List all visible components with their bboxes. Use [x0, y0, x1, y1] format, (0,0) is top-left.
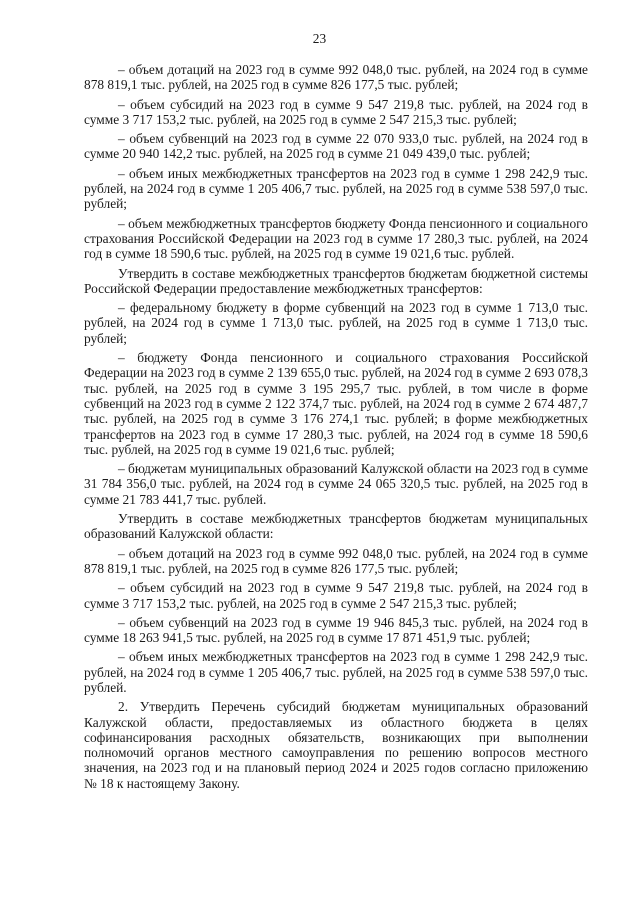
paragraph-subventions-kaluga: – объем субвенций на 2023 год в сумме 19 946 845,3 тыс. рублей, на 2024 год в сумме 18 263 941,5 тыс. рублей, на 2025 год в сумме 17 871 451,9 тыс. рублей;	[84, 614, 588, 646]
paragraph-other-transfers: – объем иных межбюджетных трансфертов на 2023 год в сумме 1 298 242,9 тыс. рублей, на 2024 год в сумме 1 205 406,7 тыс. рублей, на 2025 год в сумме 538 597,0 тыс. рублей;	[84, 165, 588, 212]
paragraph-subsidies-municipal: – объем субсидий на 2023 год в сумме 9 547 219,8 тыс. рублей, на 2024 год в сумме 3 717 153,2 тыс. рублей, на 2025 год в сумме 2 547 215,3 тыс. рублей;	[84, 96, 588, 127]
paragraph-pension-fund-transfers: – объем межбюджетных трансфертов бюджету Фонда пенсионного и социального страхования Российской Федерации на 2023 год в сумме 17 280,3 тыс. рублей, на 2024 год в сумме 18 590,6 тыс. рублей, на 2025 год в сумме 19 021,6 тыс. рублей.	[84, 215, 588, 262]
paragraph-approve-municipal: Утвердить в составе межбюджетных трансфертов бюджетам муниципальных образований Калужской области:	[84, 511, 588, 542]
paragraph-other-transfers-kaluga: – объем иных межбюджетных трансфертов на 2023 год в сумме 1 298 242,9 тыс. рублей, на 2024 год в сумме 1 205 406,7 тыс. рублей, на 2025 год в сумме 538 597,0 тыс. рублей.	[84, 649, 588, 695]
paragraph-section-2: 2. Утвердить Перечень субсидий бюджетам муниципальных образований Калужской области, предоставляемых из областного бюджета в целях софинансирования расходных обязательств, возникающих при выполнении полномочий органов местного самоуправления по решению вопросов местного значения, на 2023 год и на плановый период 2024 и 2025 годов согласно приложению № 18 к настоящему Закону.	[84, 699, 588, 791]
paragraph-pension-fund-budget: – бюджету Фонда пенсионного и социального страхования Российской Федерации на 2023 год в сумме 2 139 655,0 тыс. рублей, на 2024 год в сумме 2 693 078,3 тыс. рублей, на 2025 год в сумме 3 195 295,7 тыс. рублей, в том числе в форме субвенций на 2023 год в сумме 2 122 374,7 тыс. рублей, на 2024 год в сумме 2 674 487,7 тыс. рублей, на 2025 год в сумме 3 176 274,1 тыс. рублей; в форме межбюджетных трансфертов на 2023 год в сумме 17 280,3 тыс. рублей, на 2024 год в сумме 18 590,6 тыс. рублей, на 2025 год в сумме 19 021,6 тыс. рублей;	[84, 350, 588, 457]
page-number: 23	[312, 31, 327, 46]
paragraph-municipal-budgets: – бюджетам муниципальных образований Калужской области на 2023 год в сумме 31 784 356,0 тыс. рублей, на 2024 год в сумме 24 065 320,5 тыс. рублей, на 2025 год в сумме 21 783 441,7 тыс. рублей.	[84, 461, 589, 507]
paragraph-federal-budget: – федеральному бюджету в форме субвенций на 2023 год в сумме 1 713,0 тыс. рублей, на 2024 год в сумме 1 713,0 тыс. рублей, на 2025 год в сумме 1 713,0 тыс. рублей;	[84, 300, 588, 346]
paragraph-dotations-municipal: – объем дотаций на 2023 год в сумме 992 048,0 тыс. рублей, на 2024 год в сумме 878 819,1 тыс. рублей, на 2025 год в сумме 826 177,5 тыс. рублей;	[84, 62, 588, 93]
paragraph-subventions: – объем субвенций на 2023 год в сумме 22 070 933,0 тыс. рублей, на 2024 год в сумме 20 940 142,2 тыс. рублей, на 2025 год в сумме 21 049 439,0 тыс. рублей;	[84, 131, 588, 162]
paragraph-approve-budget-system: Утвердить в составе межбюджетных трансфертов бюджетам бюджетной системы Российской Федерации предоставление межбюджетных трансфертов:	[84, 265, 588, 296]
paragraph-subsidies-kaluga: – объем субсидий на 2023 год в сумме 9 547 219,8 тыс. рублей, на 2024 год в сумме 3 717 153,2 тыс. рублей, на 2025 год в сумме 2 547 215,3 тыс. рублей;	[84, 580, 588, 611]
paragraph-dotations-kaluga: – объем дотаций на 2023 год в сумме 992 048,0 тыс. рублей, на 2024 год в сумме 878 819,1 тыс. рублей, на 2025 год в сумме 826 177,5 тыс. рублей;	[84, 545, 588, 576]
document-body	[84, 62, 588, 795]
